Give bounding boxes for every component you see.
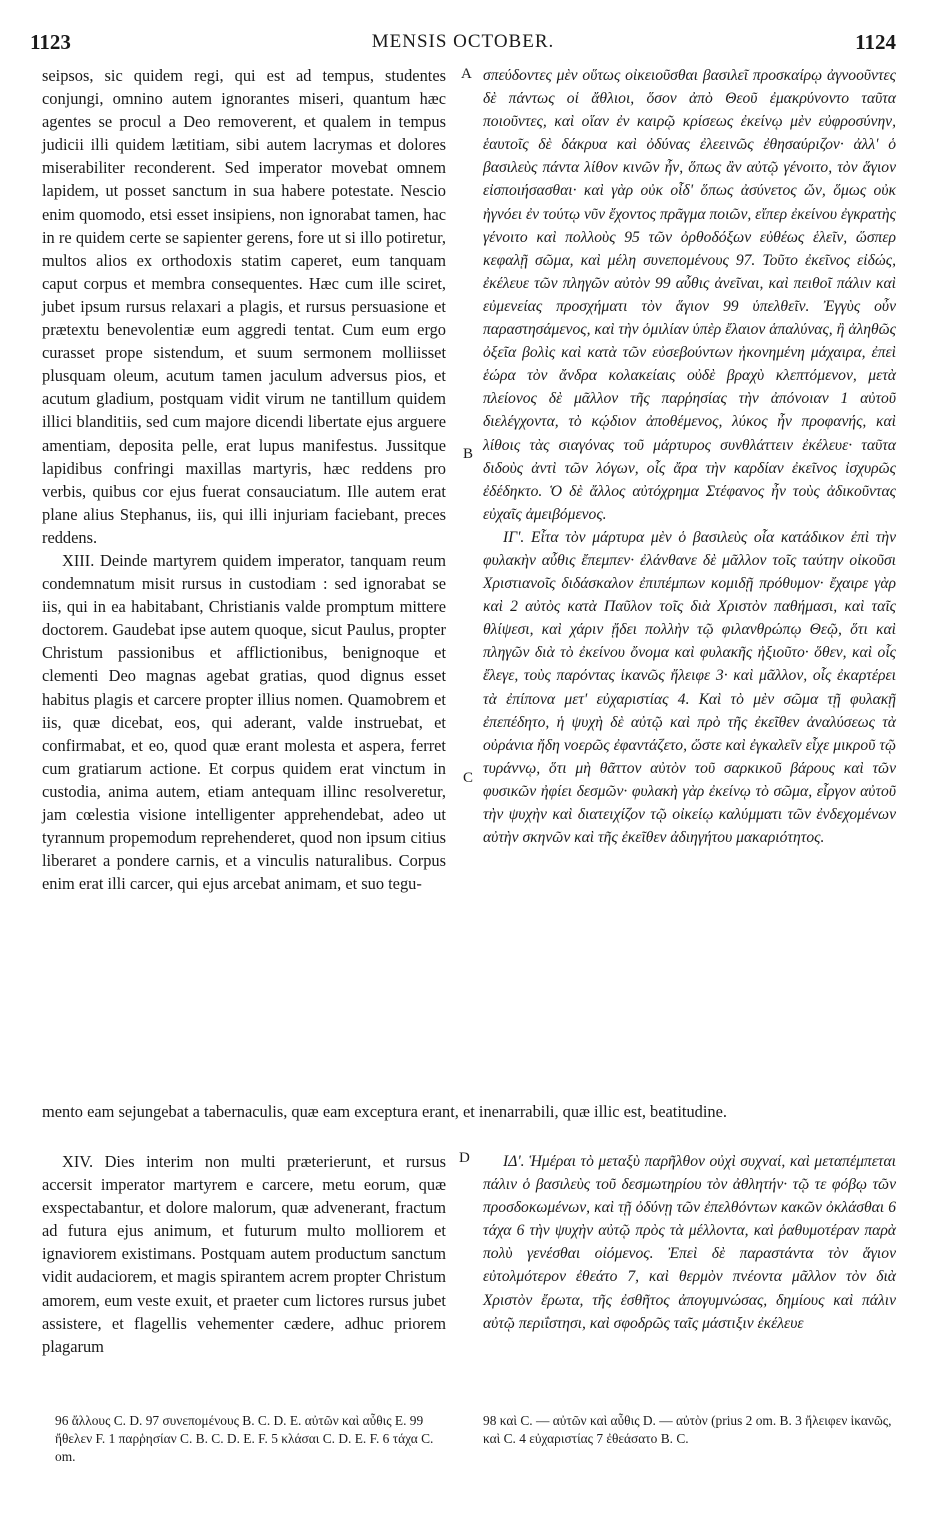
greek-column-bottom (483, 1150, 896, 1335)
greek-paragraph-1: σπεύδοντες μὲν οὕτως οἰκειοῦσθαι βασιλεῖ προσκαίρῳ ἀγνοοῦντες δὲ πάντως οἱ ἄθλιοι, ὅσον ἀπὸ Θεοῦ ἐμακρύνοντο ταῦτα ποιοῦντες, καὶ οἵαν ἐν καιρῷ κρίσεως ἐκείνῳ μὲν εὐφροσύνην, ἑαυτοῖς δὲ δάκρυα καὶ ὀδύνας ἐλεεινῶς ἐθησαύριζον· ἀλλ' ὁ βασιλεὺς πάντα λίθον κινῶν ἦν, ὅπως ἂν αὐτῷ γένοιτο, τὸν ἅγιον εἰσποιήσασθαι· καὶ γὰρ οὐκ οἶδ' ὅπως ἀσύνετος ὤν, ὅμως οὐκ ἠγνόει ἐν τούτῳ νῦν ἔχοντος πρᾶγμα ποιῶν, εἴπερ ἐκείνου ἐγκρατὴς γένοιτο καὶ πολλοὺς 95 τῶν ὀρθοδόξων εὐθέως ἑλεῖν, ὥσπερ κεφαλῇ σῶμα, καὶ μέλη συνεπομένους 97. Τοῦτο ἐκεῖνος εἰδώς, ἐκέλευε τῶν πληγῶν αὐτὸν 99 αὖθις ἀνεῖναι, καὶ πειθοῖ πάλιν καὶ εὐμενείας προσχήματι τὸν ἅγιον 99 ὑπελθεῖν. Ἐγγὺς οὖν παραστησάμενος, καὶ τὴν ὁμιλίαν ὑπὲρ ἔλαιον ἁπαλύνας, ἢ ἀληθῶς ὀξεῖα βολὶς καὶ κατὰ τῶν εὐσεβούντων ἠκονημένη μάχαιρα, ἐπεὶ ἑώρα τὸν ἄνδρα κολακείαις οὐδὲ βραχὺ κλεπτόμενον, μετὰ πλείονος δὲ μᾶλλον τῆς παρῥησίας τὴν ἀπόνοιαν 1 αὐτοῦ διελέγχοντα, τὸ κῴδιον ἀποθέμενος, λύκος ἦν προφανής, καὶ λίθοις τὰς σιαγόνας τοῦ μάρτυρος συνθλάττειν ἐκέλευε· ταῦτα διδοὺς ἀντὶ τῶν λόγων, οἷς ἄρα τὴν καρδίαν ἐκεῖνος ἰσχυρῶς ἐδέδηκτο. Ὁ δὲ ἄλλος αὐτόχρημα Στέφανος ἦν τοὺς ἀδικοῦντας εὐχαῖς ἀμειβόμενος. (483, 67, 896, 523)
left-page-number: 1123 (30, 30, 71, 54)
right-page-number: 1124 (855, 30, 896, 54)
footnotes-left: 96 ἄλλους C. D. 97 συνεπομένους B. C. D. E. αὐτῶν καὶ αὖθις E. 99 ἤθελεν F. 1 παρῥησίαν C. B. C. D. E. F. 5 κλάσαι C. D. E. F. 6 τάχα C. om. (55, 1413, 434, 1464)
margin-letter-b: B (463, 446, 474, 462)
running-title: MENSIS OCTOBER. (371, 31, 555, 52)
latin-paragraph-xiv: XIV. Dies interim non multi præterierunt, et rursus accersit imperator martyrem e carcere, metu eorum, quæ exspectabantur, et dolore malorum, quæ advenerant, fractum ad futura ejus animum, et futurum multo molliorem et ignaviorem existimans. Postquam autem productum sanctum vidit audaciorem, et magis spirantem acrem propter Christum amorem, eum veste exuit, et praeter cum lictores rursus jubet assistere, et flagellis vehementer cædere, adhuc priorem plagarum (42, 1152, 446, 1356)
margin-letter-c: C (463, 770, 474, 786)
greek-paragraph-xiv: ΙΔ'. Ἡμέραι τὸ μεταξὺ παρῆλθον οὐχὶ συχναί, καὶ μεταπέμπεται πάλιν ὁ βασιλεὺς τοῦ δεσμωτηρίου τὸν ἀθλητήν· τῷ τε φόβῳ τῶν προσδοκωμένων, καὶ τῇ ὀδύνῃ τῶν ἐπελθόντων κακῶν ὀκλάσθαι 6 τάχα 6 τὴν ψυχὴν αὐτῷ πρὸς τὰ μέλλοντα, καὶ ῥαθυμοτέραν παρὰ πολὺ γενέσθαι οἰόμενος. Ἐπεὶ δὲ παραστάντα τὸν ἅγιον εὐτολμότερον ἐθεάτο 7, καὶ θερμὸν πνέοντα μᾶλλον τὸν διὰ Χριστὸν ἔρωτα, τῆς ἐσθῆτος ἀπογυμνώσας, δημίους καὶ πάλιν αὐτῷ περιΐστησι, καὶ σφοδρῶς ταῖς μάστιξιν ἐκέλευε (483, 1153, 896, 1332)
latin-column-bottom (42, 1150, 446, 1358)
margin-letter-a: A (461, 66, 472, 82)
latin-column-top (42, 64, 446, 895)
footnotes-right: 98 καὶ C. — αὐτῶν καὶ αὖθις D. — αὐτὸν (prius 2 om. B. 3 ἤλειφεν ἱκανῶς, καὶ C. 4 εὐχαριστίας 7 ἐθεάσατο B. C. (483, 1413, 892, 1446)
margin-letter-d: D (459, 1150, 470, 1166)
greek-paragraph-xiii: ΙΓ'. Εἶτα τὸν μάρτυρα μὲν ὁ βασιλεὺς οἷα κατάδικον ἐπὶ τὴν φυλακὴν αὖθις ἔπεμπεν· ἐλάνθανε δὲ μᾶλλον τοῖς ταύτην οἰκοῦσι Χριστιανοῖς διδάσκαλον ἐπιπέμπων κομιδῇ πρόθυμον· ἔχαιρε γὰρ καὶ 2 αὐτὸς κατὰ Παῦλον τοῖς διὰ Χριστὸν παθήμασι, καὶ ταῖς θλίψεσι, καὶ χάριν ᾔδει πολλὴν τῷ φιλανθρώπῳ Θεῷ, ὅτι καὶ πληγῶν διὰ τὸ ἐκείνου ὄνομα καὶ φυλακῆς ἠξιοῦτο· ὅθεν, καὶ οἷς ἔλεγε, τοὺς παρόντας ἱκανῶς ἤλειφε 3· καὶ μᾶλλον, οἷς ἐκαρτέρει τὰ ἐπίπονα μετ' εὐχαριστίας 4. Καὶ τὸ μὲν σῶμα τῇ φυλακῇ ἐπεπέδητο, ἡ ψυχὴ δὲ αὐτῷ καὶ πρὸ τῆς ἐκεῖθεν ἀναλύσεως τὰ οὐράνια ἤδη νοερῶς ἐφαντάζετο, ὥστε καὶ ἐγκαλεῖν εἶχε μικροῦ τῷ τυράννῳ, ὅτι μὴ θᾶττον αὐτὸν τοῦ σαρκικοῦ βάρους καὶ τῶν φυσικῶν ἠφίει δεσμῶν· φυλακὴ γὰρ ἐκείνῳ τὸ σῶμα, εἶργον αὐτοῦ τὴν ψυχὴν καὶ διατειχίζον τῷ οἰκείῳ καλύμματι τῶν ἐνδεχομένων αὐτὴν σκηνῶν καὶ τῆς ἐκεῖθεν ἀδιηγήτου μακαριότητος. (483, 528, 896, 847)
latin-paragraph-xiii: XIII. Deinde martyrem quidem imperator, tanquam reum condemnatum misit rursus in custodiam : sed ignorabat se iis, qui in ea habitabant, Christianis valde promptum mittere doctorem. Gaudebat ipse autem quoque, sicut Paulus, propter Christum passionibus et afflictionibus, benignoque et clementi Deo magnas agebat gratias, quod dignus esset habitus plagis et carcere propter illius nomen. Quamobrem et iis, quæ dicebat, eos, qui aderant, valde instruebat, et confirmabat, et eo, quod quæ erant molesta et aspera, ferret cum gratiarum actione. Et corpus quidem erat vinctum in custodia, anima autem, etiam antequam illinc resolveretur, jam cœlestia visione intelligenter apprehendebat, adeo ut tyrannum propemodum reprehenderet, quod non ipsum citius liberaret a pondere carnis, et a vinculis naturalibus. Corpus enim erat illi carcer, qui ejus arcebat animam, et suo tegu- (42, 550, 446, 894)
latin-paragraph-1: seipsos, sic quidem regi, qui est ad tempus, studentes conjungi, omnino autem ignorantes miseri, quantum hæc agentes se procul a Deo removerent, et qualem in tempus judicii illi quidem lætitiam, sibi autem lacrymas et dolores miserabiliter reconderent. Sed imperator movebat omnem lapidem, ut posset sanctum in sua habere potestate. Nescio enim quomodo, etsi esset insipiens, non ignorabat tamen, hac in re quidem certe se sapienter gerens, fore ut si illo potiretur, multos alios ex orthodoxis statim caperet, eum tanquam caput corpus et membra consequentes. Hæc cum ille sciret, jubet ipsum rursus relaxari a plagis, et rursus persuasione et prætextu benevolentiæ eum aggredi tentat. Cum eum ergo curasset prope sistendum, et suum sermonem molliisset plusquam oleum, acutum tamen jaculum adversus pios, et acutum gladium, postquam vidit virum ne tantillum quidem illici blanditiis, sed cum majore dicendi libertate ejus arguere amentiam, deposita pelle, erat lupus manifestus. Jussitque lapidibus confringi maxillas martyris, hæc reddens pro verbis, quibus cor ejus fuerat consauciatum. Ille autem erat plane alius Stephanus, iis, qui illi injuriam faciebant, preces reddens. (42, 66, 446, 547)
running-header (30, 30, 896, 60)
greek-column-top (483, 64, 896, 849)
full-width-continuation: mento eam sejungebat a tabernaculis, quæ eam exceptura erant, et inenarrabili, quæ illic est, beatitudine. (42, 1102, 727, 1121)
